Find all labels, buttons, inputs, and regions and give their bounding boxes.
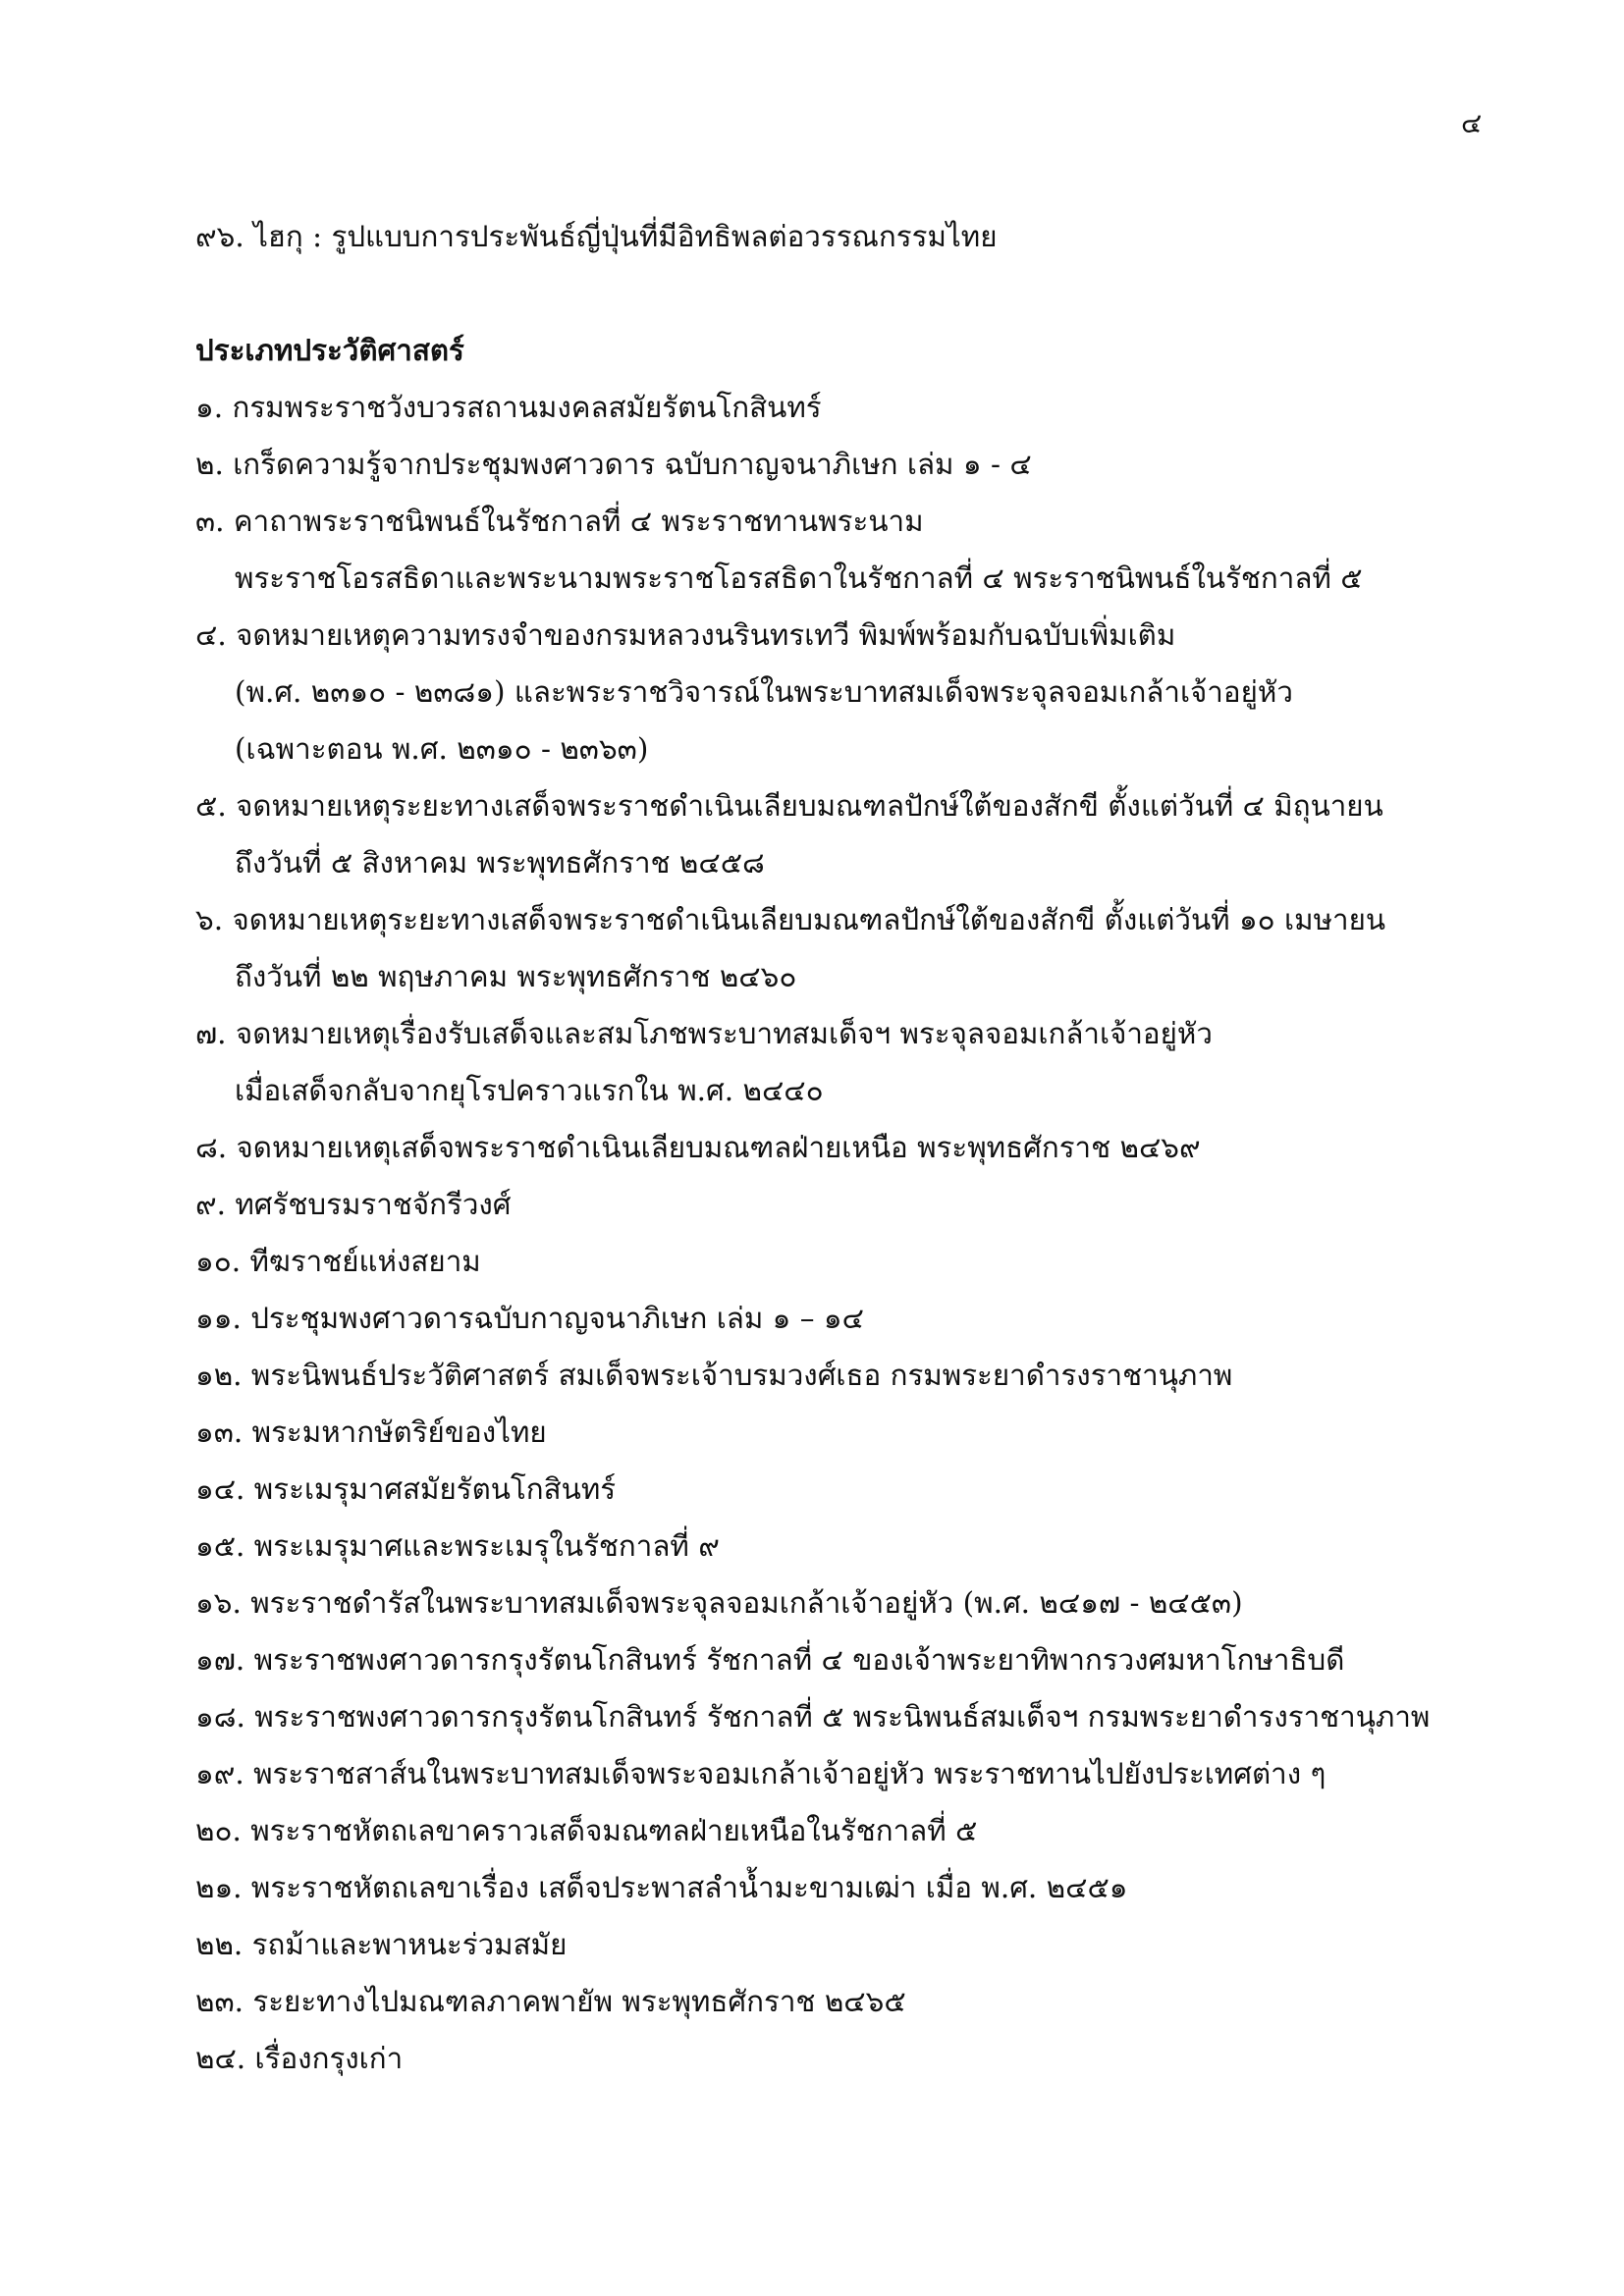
list-item-text: ๒๔. เรื่องกรุงเก่า — [195, 2042, 404, 2075]
list-item-continuation: เมื่อเสด็จกลับจากยุโรปคราวแรกใน พ.ศ. ๒๔๔๐ — [235, 1074, 824, 1107]
list-item — [195, 1631, 1501, 1688]
list-item-text: ๒๒. รถม้าและพาหนะร่วมสมัย — [195, 1928, 568, 1961]
list-item — [195, 1119, 1501, 1176]
list-item-text: ๒๐. พระราชหัตถเลขาคราวเสด็จมณฑลฝ่ายเหนือในรัชกาลที่ ๕ — [195, 1814, 978, 1847]
list-item-text: ๒๑. พระราชหัตถเลขาเรื่อง เสด็จประพาสลำน้ำมะขามเฒ่า เมื่อ พ.ศ. ๒๔๕๑ — [195, 1871, 1128, 1904]
list-item — [195, 891, 1501, 1005]
list-item-continuation: ถึงวันที่ ๒๒ พฤษภาคม พระพุทธศักราช ๒๔๖๐ — [235, 960, 797, 993]
list-item — [195, 2030, 1501, 2087]
list-item-continuation: พระราชโอรสธิดาและพระนามพระราชโอรสธิดาในรัชกาลที่ ๔ พระราชนิพนธ์ในรัชกาลที่ ๕ — [235, 561, 1363, 595]
list-item — [195, 1745, 1501, 1802]
list-item — [195, 1347, 1501, 1404]
list-item-text: ๘. จดหมายเหตุเสด็จพระราชดำเนินเลียบมณฑลฝ่ายเหนือ พระพุทธศักราช ๒๔๖๙ — [195, 1131, 1201, 1164]
list-item — [195, 1176, 1501, 1233]
page-number: ๔ — [1461, 107, 1483, 139]
list-item — [195, 436, 1501, 493]
list-item — [195, 1802, 1501, 1859]
list-item-text: ๑๗. พระราชพงศาวดารกรุงรัตนโกสินทร์ รัชกาลที่ ๔ ของเจ้าพระยาทิพากรวงศมหาโกษาธิบดี — [195, 1643, 1345, 1677]
list-item-text: ๑๐. ทีฆราชย์แห่งสยาม — [195, 1245, 481, 1278]
list-item — [195, 777, 1501, 891]
history-book-list — [195, 379, 1501, 2087]
list-item-text: ๔. จดหมายเหตุความทรงจำของกรมหลวงนรินทรเทวี พิมพ์พร้อมกับฉบับเพิ่มเติม — [195, 618, 1176, 652]
list-item — [195, 1461, 1501, 1518]
blank-spacer — [195, 265, 1501, 322]
list-item-text: ๑๓. พระมหากษัตริย์ของไทย — [195, 1415, 547, 1449]
list-item — [195, 1233, 1501, 1290]
list-item-text: ๑๑. ประชุมพงศาวดารฉบับกาญจนาภิเษก เล่ม ๑ – ๑๔ — [195, 1302, 864, 1335]
document-body — [195, 208, 1501, 2087]
list-item-text: ๑๘. พระราชพงศาวดารกรุงรัตนโกสินทร์ รัชกาลที่ ๕ พระนิพนธ์สมเด็จฯ กรมพระยาดำรงราชานุภาพ — [195, 1700, 1431, 1734]
list-item-text: ๑๖. พระราชดำรัสในพระบาทสมเด็จพระจุลจอมเกล้าเจ้าอยู่หัว (พ.ศ. ๒๔๑๗ - ๒๔๕๓) — [195, 1586, 1243, 1620]
list-item — [195, 379, 1501, 436]
list-item — [195, 1575, 1501, 1631]
list-item-text: ๑๕. พระเมรุมาศและพระเมรุในรัชกาลที่ ๙ — [195, 1529, 720, 1563]
list-item — [195, 1404, 1501, 1461]
list-item — [195, 1518, 1501, 1575]
top-list-item: ๙๖. ไฮกุ : รูปแบบการประพันธ์ญี่ปุ่นที่มีอิทธิพลต่อวรรณกรรมไทย — [195, 220, 998, 253]
list-item-text: ๕. จดหมายเหตุระยะทางเสด็จพระราชดำเนินเลียบมณฑลปักษ์ใต้ของสักขี ตั้งแต่วันที่ ๔ มิถุนายน — [195, 789, 1383, 823]
list-item-text: ๑. กรมพระราชวังบวรสถานมงคลสมัยรัตนโกสินทร์ — [195, 391, 822, 424]
list-item-text: ๒๓. ระยะทางไปมณฑลภาคพายัพ พระพุทธศักราช ๒๔๖๕ — [195, 1985, 906, 2018]
list-item-text: ๓. คาถาพระราชนิพนธ์ในรัชกาลที่ ๔ พระราชทานพระนาม — [195, 505, 924, 538]
list-item-text: ๑๙. พระราชสาส์นในพระบาทสมเด็จพระจอมเกล้าเจ้าอยู่หัว พระราชทานไปยังประเทศต่าง ๆ — [195, 1757, 1326, 1790]
list-item-text: ๗. จดหมายเหตุเรื่องรับเสด็จและสมโภชพระบาทสมเด็จฯ พระจุลจอมเกล้าเจ้าอยู่หัว — [195, 1017, 1213, 1050]
list-item-text: ๖. จดหมายเหตุระยะทางเสด็จพระราชดำเนินเลียบมณฑลปักษ์ใต้ของสักขี ตั้งแต่วันที่ ๑๐ เมษายน — [195, 903, 1386, 936]
section-heading: ประเภทประวัติศาสตร์ — [195, 333, 464, 367]
list-item-text: ๒. เกร็ดความรู้จากประชุมพงศาวดาร ฉบับกาญจนาภิเษก เล่ม ๑ - ๔ — [195, 448, 1032, 481]
list-item-continuation: (เฉพาะตอน พ.ศ. ๒๓๑๐ - ๒๓๖๓) — [235, 732, 649, 766]
list-item — [195, 1005, 1501, 1119]
list-item-continuation: (พ.ศ. ๒๓๑๐ - ๒๓๘๑) และพระราชวิจารณ์ในพระบาทสมเด็จพระจุลจอมเกล้าเจ้าอยู่หัว — [235, 675, 1293, 709]
list-item — [195, 1916, 1501, 1973]
list-item — [195, 1688, 1501, 1745]
list-item-continuation: ถึงวันที่ ๕ สิงหาคม พระพุทธศักราช ๒๔๕๘ — [235, 846, 765, 880]
list-item — [195, 1973, 1501, 2030]
list-item — [195, 607, 1501, 777]
list-item — [195, 1859, 1501, 1916]
list-item-text: ๑๔. พระเมรุมาศสมัยรัตนโกสินทร์ — [195, 1472, 617, 1506]
list-item — [195, 1290, 1501, 1347]
list-item-text: ๑๒. พระนิพนธ์ประวัติศาสตร์ สมเด็จพระเจ้าบรมวงศ์เธอ กรมพระยาดำรงราชานุภาพ — [195, 1359, 1233, 1392]
list-item — [195, 493, 1501, 607]
list-item-text: ๙. ทศรัชบรมราชจักรีวงศ์ — [195, 1188, 512, 1221]
